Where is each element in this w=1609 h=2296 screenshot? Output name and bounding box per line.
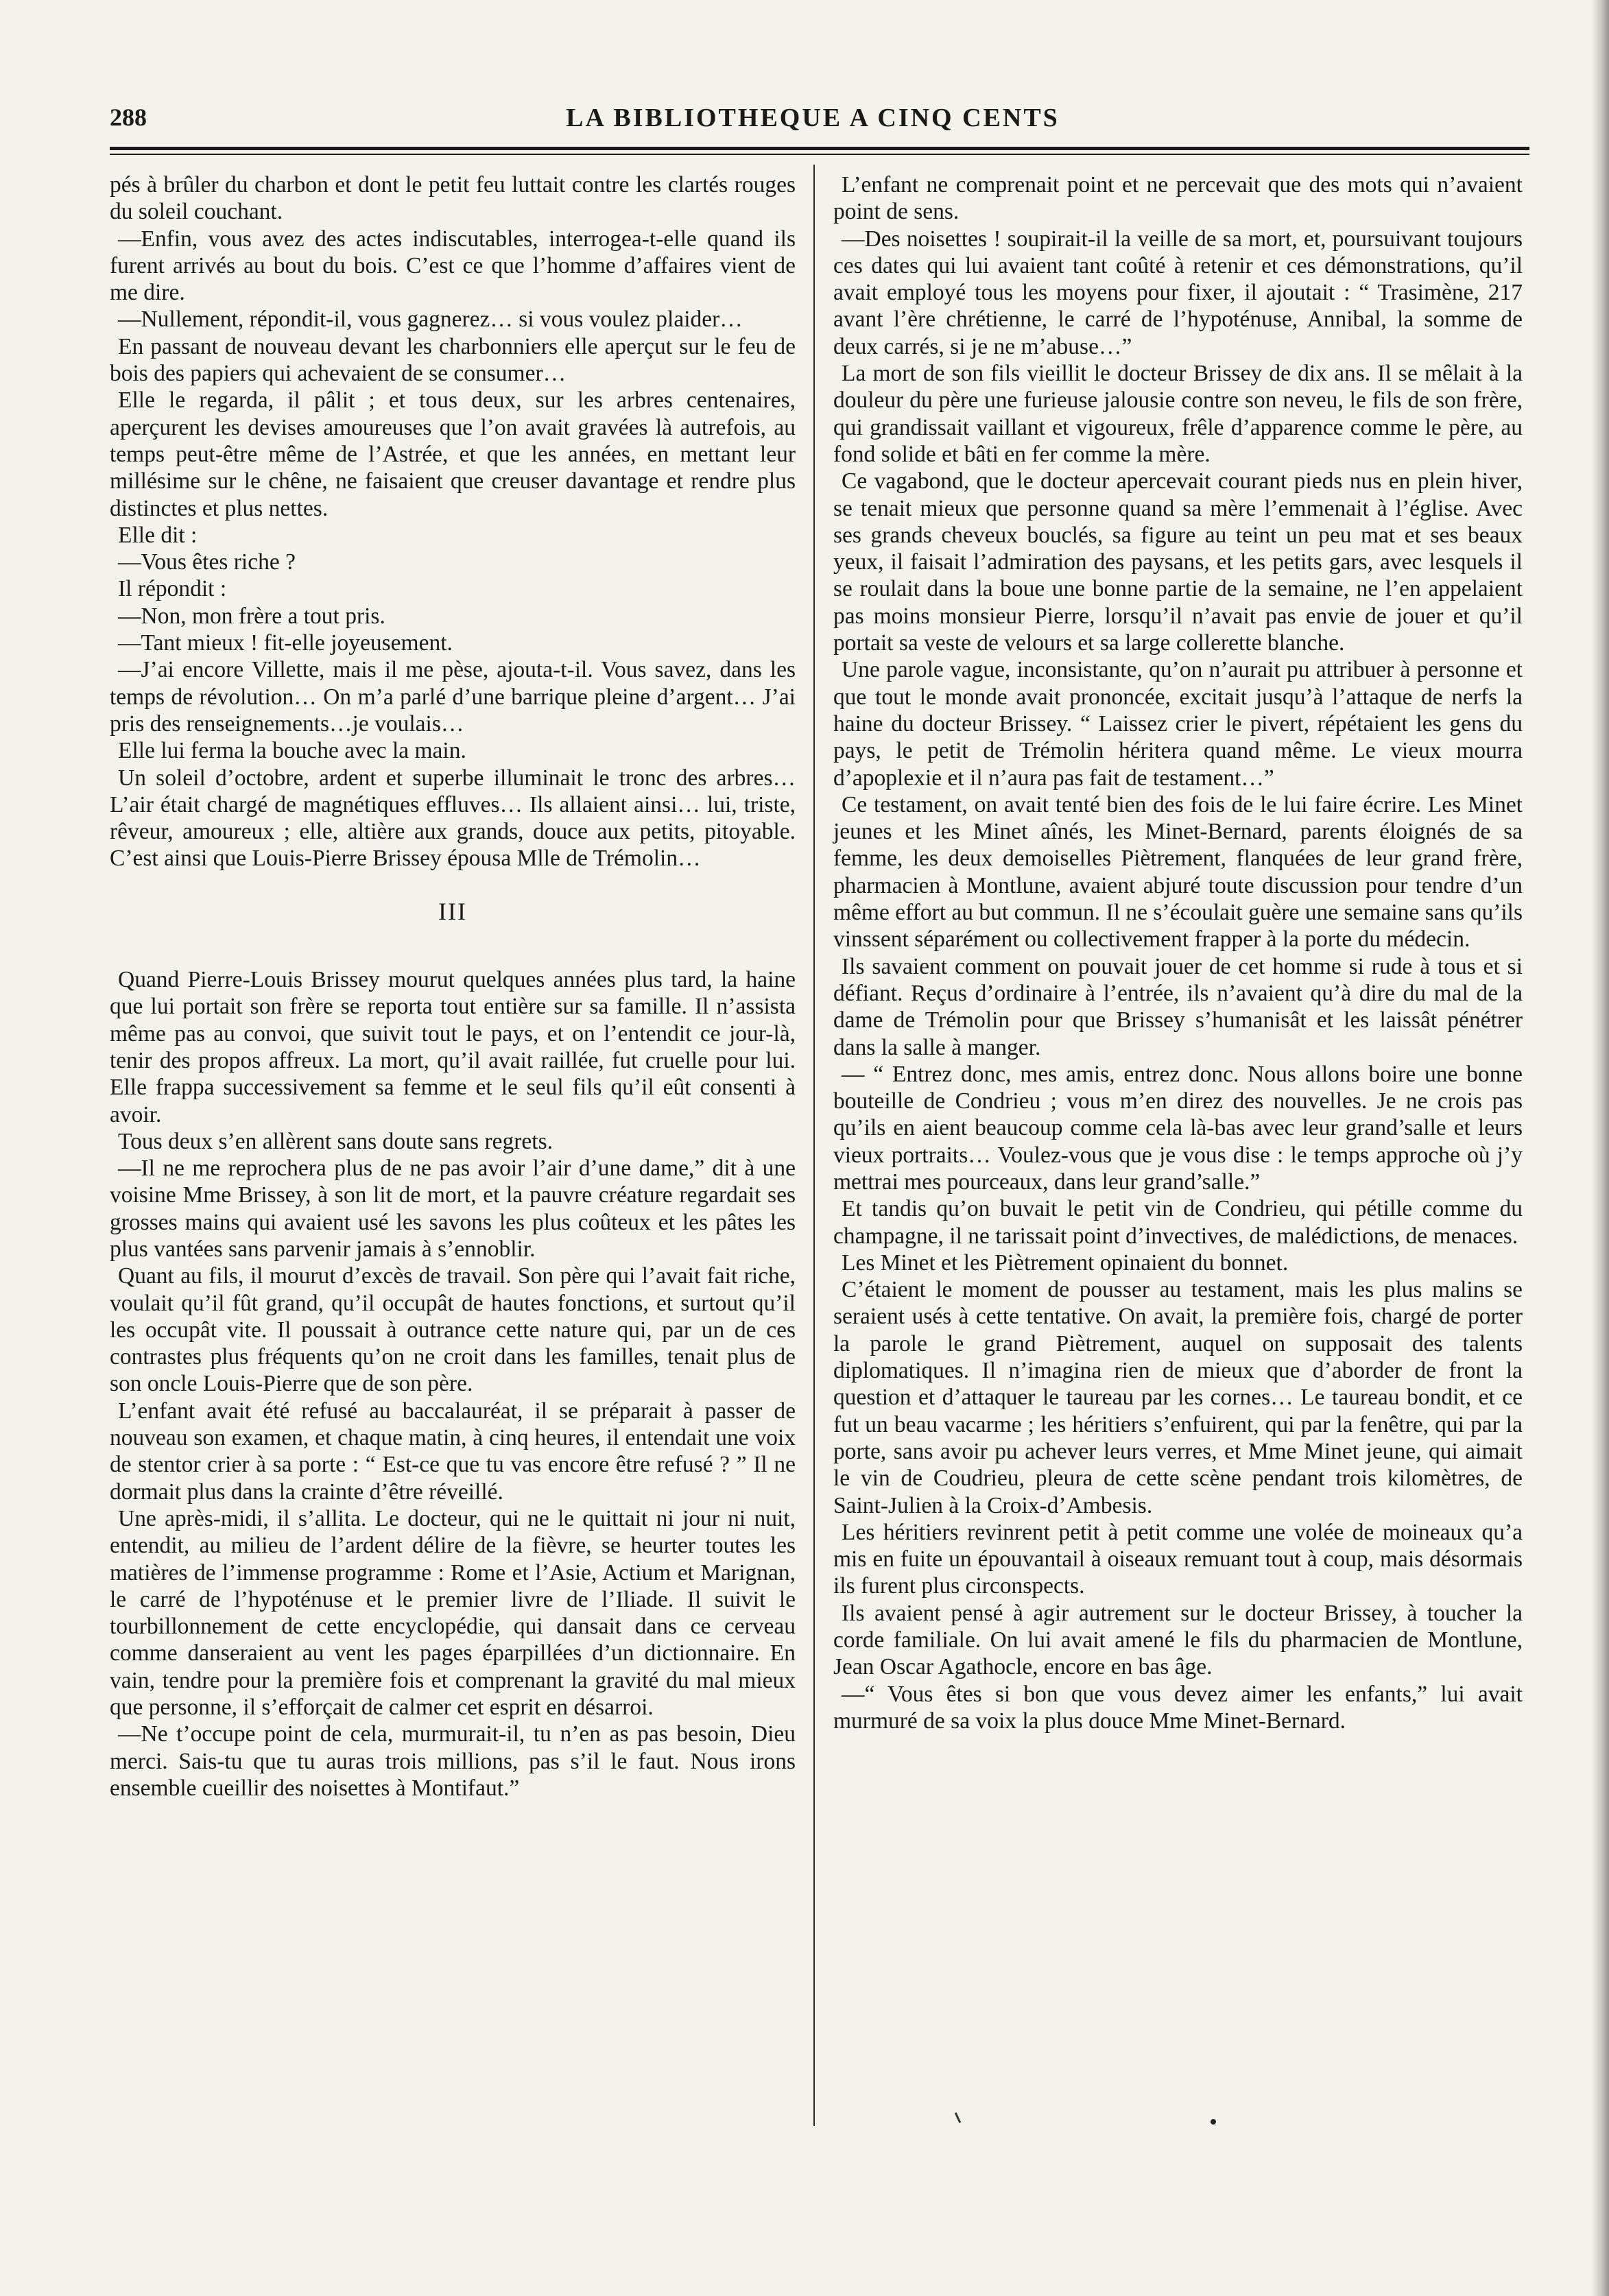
- paragraph: — “ Entrez donc, mes amis, entrez donc. Nous allons boire une bonne bouteille de Condrieu ; vous m’en direz des nouvelles. Je ne crois pas qu’ils en aient beaucoup comme cela là-bas avec leur grand’salle et leurs vieux portraits… Voulez-vous que je vous dise : le temps approche où j’y mettrai mes pourceaux, dans leur grand’salle.”: [833, 1061, 1523, 1195]
- paragraph: Il répondit :: [118, 576, 227, 602]
- column-divider: [813, 165, 815, 2126]
- paragraph: —Non, mon frère a tout pris.: [118, 603, 385, 629]
- paragraph: —J’ai encore Villette, mais il me pèse, ajouta-t-il. Vous savez, dans les temps de révolution… On m’a parlé d’une barrique pleine d’argent… J’ai pris des renseignements…je voulais…: [110, 657, 796, 737]
- ink-speck: [955, 2112, 961, 2123]
- paragraph: Les Minet et les Piètrement opinaient du bonnet.: [842, 1249, 1289, 1276]
- paragraph: Elle lui ferma la bouche avec la main.: [118, 738, 466, 764]
- page-header: [110, 103, 1516, 144]
- paragraph: —Nullement, répondit-il, vous gagnerez… si vous voulez plaider…: [118, 307, 743, 333]
- paragraph: Elle dit :: [118, 522, 198, 548]
- running-title: LA BIBLIOTHEQUE A CINQ CENTS: [566, 104, 1060, 132]
- page-edge-shadow: [1591, 0, 1609, 2296]
- paragraph: —“ Vous êtes si bon que vous devez aimer les enfants,” lui avait murmuré de sa voix la plus douce Mme Minet-Bernard.: [833, 1681, 1523, 1734]
- paragraph: Tous deux s’en allèrent sans doute sans regrets.: [118, 1128, 553, 1154]
- paragraph: Ce testament, on avait tenté bien des fois de le lui faire écrire. Les Minet jeunes et les Minet aînés, les Minet-Bernard, parents éloignés de sa femme, les deux demoiselles Piètrement, flanquées de leur grand frère, pharmacien à Montlune, avaient abjuré toute discussion pour tendre d’un même effort au but commun. Il ne s’écoulait guère une semaine sans qu’ils vinssent séparément ou collectivement frapper à la porte du médecin.: [833, 791, 1523, 953]
- section-heading: III: [438, 897, 467, 925]
- header-rule-thin: [110, 154, 1529, 155]
- paragraph: Quand Pierre-Louis Brissey mourut quelques années plus tard, la haine que lui portait son frère se reporta tout entière sur sa famille. Il n’assista même pas au convoi, que suivit tout le pays, et on l’entendit ce jour-là, tenir des propos affreux. La mort, qu’il avait raillée, fut cruelle pour lui. Elle frappa successivement sa femme et le seul fils qu’il eût consenti à avoir.: [110, 967, 796, 1127]
- paragraph: pés à brûler du charbon et dont le petit feu luttait contre les clartés rouges du soleil couchant.: [110, 172, 796, 225]
- paragraph: —Vous êtes riche ?: [118, 549, 296, 575]
- right-column: [833, 171, 1523, 1734]
- paragraph: Elle le regarda, il pâlit ; et tous deux, sur les arbres centenaires, aperçurent les devises amoureuses que l’on avait gravées là autrefois, au temps peut-être même de l’Astrée, et que les années, en mettant leur millésime sur le chêne, ne faisaient que creuser davantage et rendre plus distinctes et plus nettes.: [110, 387, 796, 521]
- paragraph: L’enfant ne comprenait point et ne percevait que des mots qui n’avaient point de sens.: [833, 172, 1523, 225]
- paragraph: —Tant mieux ! fit-elle joyeusement.: [118, 630, 453, 656]
- left-column: [110, 171, 796, 1802]
- header-rule-thick: [110, 147, 1529, 150]
- paragraph: Ils savaient comment on pouvait jouer de cet homme si rude à tous et si défiant. Reçus d’ordinaire à l’entrée, ils n’avaient qu’à dire du mal de la dame de Trémolin pour que Brissey s’humanisât et les laissât pénétrer dans la salle à manger.: [833, 953, 1523, 1060]
- paragraph: Quant au fils, il mourut d’excès de travail. Son père qui l’avait fait riche, voulait qu’il fût grand, qu’il occupât de hautes fonctions, et surtout qu’il les occupât vite. Il poussait à outrance cette nature qui, par un de ces contrastes plus fréquents qu’on ne croit dans les familles, tenait plus de son oncle Louis-Pierre que de son père.: [110, 1263, 796, 1397]
- paragraph: —Enfin, vous avez des actes indiscutables, interrogea-t-elle quand ils furent arrivés au bout du bois. C’est ce que l’homme d’affaires vient de me dire.: [110, 226, 796, 306]
- paragraph: La mort de son fils vieillit le docteur Brissey de dix ans. Il se mêlait à la douleur du père une furieuse jalousie contre son neveu, le fils de son frère, qui grandissait vaillant et vigoureux, frêle d’apparence comme le père, au fond solide et bâti en fer comme la mère.: [833, 361, 1523, 467]
- ink-speck: [1211, 2119, 1216, 2125]
- paragraph: C’étaient le moment de pousser au testament, mais les plus malins se seraient usés à cette tentative. On avait, la première fois, chargé de porter la parole le grand Piètrement, auquel on supposait des talents diplomatiques. Il n’imagina rien de mieux que d’aborder de front la question et d’attaquer le taureau par les cornes… Le taureau bondit, et ce fut un beau vacarme ; les héritiers s’enfuirent, qui par la fenêtre, qui par la porte, sans avoir pu achever leurs verres, et Mme Minet jeune, qui aimait le vin de Coudrieu, pleura de cette scène pendant trois kilomètres, de Saint-Julien à la Croix-d’Ambesis.: [833, 1277, 1523, 1518]
- paragraph: Et tandis qu’on buvait le petit vin de Condrieu, qui pétille comme du champagne, il ne tarissait point d’invectives, de malédictions, de menaces.: [833, 1196, 1523, 1249]
- paragraph: —Il ne me reprochera plus de ne pas avoir l’air d’une dame,” dit à une voisine Mme Brissey, à son lit de mort, et la pauvre créature regardait ses grosses mains qui avaient usé les savons les plus coûteux et les pâtes les plus vantées sans parvenir jamais à s’ennoblir.: [110, 1156, 796, 1262]
- paragraph: —Des noisettes ! soupirait-il la veille de sa mort, et, poursuivant toujours ces dates qui lui avaient tant coûté à retenir et ces démonstrations, qu’il avait employé tous les moyens pour fixer, il ajoutait : “ Trasimène, 217 avant l’ère chrétienne, le carré de l’hypoténuse, Annibal, la somme de deux carrés, si je ne m’abuse…”: [833, 226, 1523, 359]
- paragraph: —Ne t’occupe point de cela, murmurait-il, tu n’en as pas besoin, Dieu merci. Sais-tu que tu auras trois millions, pas s’il le faut. Nous irons ensemble cueillir des noisettes à Montifaut.”: [110, 1721, 796, 1801]
- paragraph: L’enfant avait été refusé au baccalauréat, il se préparait à passer de nouveau son examen, et chaque matin, à cinq heures, il entendait une voix de stentor crier à sa porte : “ Est-ce que tu vas encore être refusé ? ” Il ne dormait plus dans la crainte d’être réveillé.: [110, 1398, 796, 1505]
- paragraph: Ils avaient pensé à agir autrement sur le docteur Brissey, à toucher la corde familiale. On lui avait amené le fils du pharmacien de Montlune, Jean Oscar Agathocle, encore en bas âge.: [833, 1600, 1523, 1680]
- paragraph: Ce vagabond, que le docteur apercevait courant pieds nus en plein hiver, se tenait mieux que personne quand sa mère l’emmenait à l’église. Avec ses grands cheveux bouclés, sa figure au teint un peu mat et ses beaux yeux, il faisait l’admiration des paysans, et les petits gars, avec lesquels il se roulait dans la boue une bonne partie de la semaine, ne l’en appelaient pas moins monsieur Pierre, lorsqu’il n’avait pas envie de jouer et qu’il portait sa veste de velours et sa large collerette blanche.: [833, 468, 1523, 656]
- paragraph: Une après-midi, il s’allita. Le docteur, qui ne le quittait ni jour ni nuit, entendit, au milieu de l’ardent délire de la fièvre, se heurter toutes les matières de l’immense programme : Rome et l’Asie, Actium et Marignan, le carré de l’hypoténuse et le premier livre de l’Iliade. Il suivit le tourbillonnement de cette encyclopédie, qui dansait dans ce cerveau comme danseraient au vent les pages éparpillées d’un dictionnaire. En vain, tendre pour la première fois et comprenant la gravité du mal mieux que personne, il s’efforçait de calmer cet esprit en désarroi.: [110, 1505, 796, 1721]
- paragraph: En passant de nouveau devant les charbonniers elle aperçut sur le feu de bois des papiers qui achevaient de se consumer…: [110, 333, 796, 387]
- paragraph: Les héritiers revinrent petit à petit comme une volée de moineaux qu’a mis en fuite un épouvantail à oiseaux remuant tout à coup, mais désormais ils furent plus circonspects.: [833, 1519, 1523, 1599]
- paragraph: Un soleil d’octobre, ardent et superbe illuminait le tronc des arbres… L’air était chargé de magnétiques effluves… Ils allaient ainsi… lui, triste, rêveur, amoureux ; elle, altière aux grands, douce aux petits, pitoyable. C’est ainsi que Louis-Pierre Brissey épousa Mlle de Trémolin…: [110, 765, 796, 872]
- paragraph: Une parole vague, inconsistante, qu’on n’aurait pu attribuer à personne et que tout le monde avait prononcée, excitait jusqu’à l’attaque de nerfs la haine du docteur Brissey. “ Laissez crier le pivert, répétaient les gens du pays, le petit de Trémolin héritera quand même. Le vieux mourra d’apoplexie et il n’aura pas fait de testament…”: [833, 657, 1523, 791]
- page-number: 288: [110, 104, 147, 131]
